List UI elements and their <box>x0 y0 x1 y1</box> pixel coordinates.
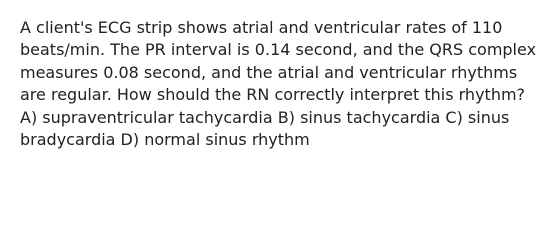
answer-options-line: A) supraventricular tachycardia B) sinus tachycardia C) sinus <box>20 107 510 127</box>
question-line: measures 0.08 second, and the atrial and ventricular rhythms <box>20 62 518 82</box>
question-text <box>20 17 548 151</box>
question-line: beats/min. The PR interval is 0.14 second, and the QRS complex <box>20 40 537 60</box>
answer-options-line: bradycardia D) normal sinus rhythm <box>20 130 310 150</box>
question-line: A client's ECG strip shows atrial and ventricular rates of 110 <box>20 18 503 37</box>
question-line: are regular. How should the RN correctly interpret this rhythm? <box>20 85 526 105</box>
